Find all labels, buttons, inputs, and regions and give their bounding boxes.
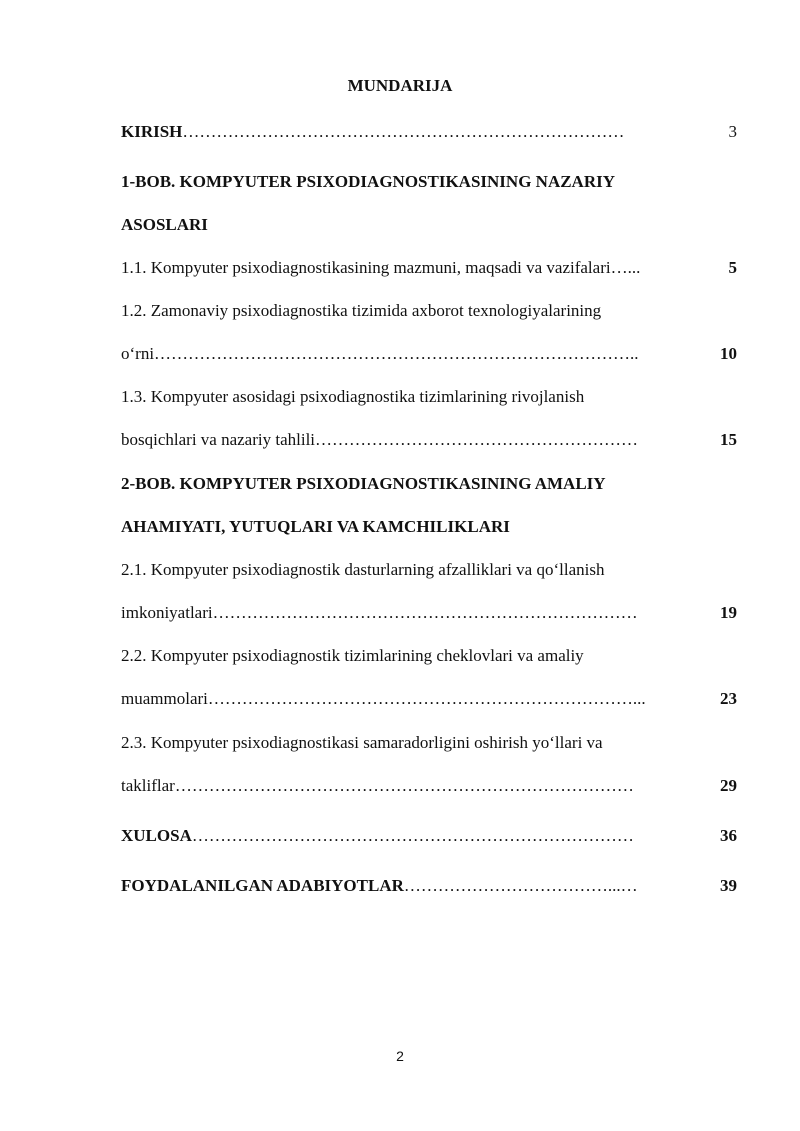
leader-dots: …………………………………………………………………… <box>191 826 634 845</box>
chapter-heading-1: 1-BOB. KOMPYUTER PSIXODIAGNOSTIKASINING NAZARIY <box>121 172 616 191</box>
chapter-heading-2-cont: AHAMIYATI, YUTUQLARI VA KAMCHILIKLARI <box>121 517 510 536</box>
leader-dots: ………………………………...… <box>403 876 638 895</box>
entry-label: takliflar <box>121 776 175 795</box>
entry-page-number: 5 <box>728 258 737 277</box>
entry-label: muammolari <box>121 689 208 708</box>
entry-page-number: 39 <box>720 876 737 895</box>
toc-entry-2-1: 2.1. Kompyuter psixodiagnostik dasturlarning afzalliklari va qo‘llanish <box>121 560 605 579</box>
entry-label: KIRISH <box>121 122 183 141</box>
entry-page-number: 36 <box>720 826 737 845</box>
leader-dots: ………………………………………………… <box>315 430 639 449</box>
entry-label: 1.1. Kompyuter psixodiagnostikasining mazmuni, maqsadi va vazifalari…... <box>121 258 641 277</box>
entry-page-number: 3 <box>728 122 737 141</box>
entry-label: XULOSA <box>121 826 192 845</box>
page-number: 2 <box>396 1048 404 1064</box>
leader-dots: …………………………………………………………………… <box>182 122 625 141</box>
chapter-heading-2: 2-BOB. KOMPYUTER PSIXODIAGNOSTIKASINING AMALIY <box>121 474 606 493</box>
entry-page-number: 29 <box>720 776 737 795</box>
toc-entry-1-3: 1.3. Kompyuter asosidagi psixodiagnostika tizimlarining rivojlanish <box>121 387 585 406</box>
entry-label: o‘rni <box>121 344 155 363</box>
leader-dots: ………………………………………………………………… <box>212 603 638 622</box>
leader-dots: …………………………………………………………………... <box>207 689 646 708</box>
chapter-heading-1-cont: ASOSLARI <box>121 215 208 234</box>
leader-dots: ………………………………………………………………………….. <box>154 344 639 363</box>
toc-entry-2-2: 2.2. Kompyuter psixodiagnostik tizimlarining cheklovlari va amaliy <box>121 646 584 665</box>
leader-dots: ……………………………………………………………………… <box>174 776 634 795</box>
entry-page-number: 23 <box>720 689 737 708</box>
entry-label: imkoniyatlari <box>121 603 213 622</box>
entry-page-number: 19 <box>720 603 737 622</box>
toc-entry-2-3: 2.3. Kompyuter psixodiagnostikasi samaradorligini oshirish yo‘llari va <box>121 733 603 752</box>
toc-entry-1-2: 1.2. Zamonaviy psixodiagnostika tizimida axborot texnologiyalarining <box>121 301 602 320</box>
entry-page-number: 10 <box>720 344 737 363</box>
entry-page-number: 15 <box>720 430 737 449</box>
toc-title: MUNDARIJA <box>347 76 453 95</box>
entry-label: bosqichlari va nazariy tahlili <box>121 430 316 449</box>
entry-label: FOYDALANILGAN ADABIYOTLAR <box>121 876 404 895</box>
